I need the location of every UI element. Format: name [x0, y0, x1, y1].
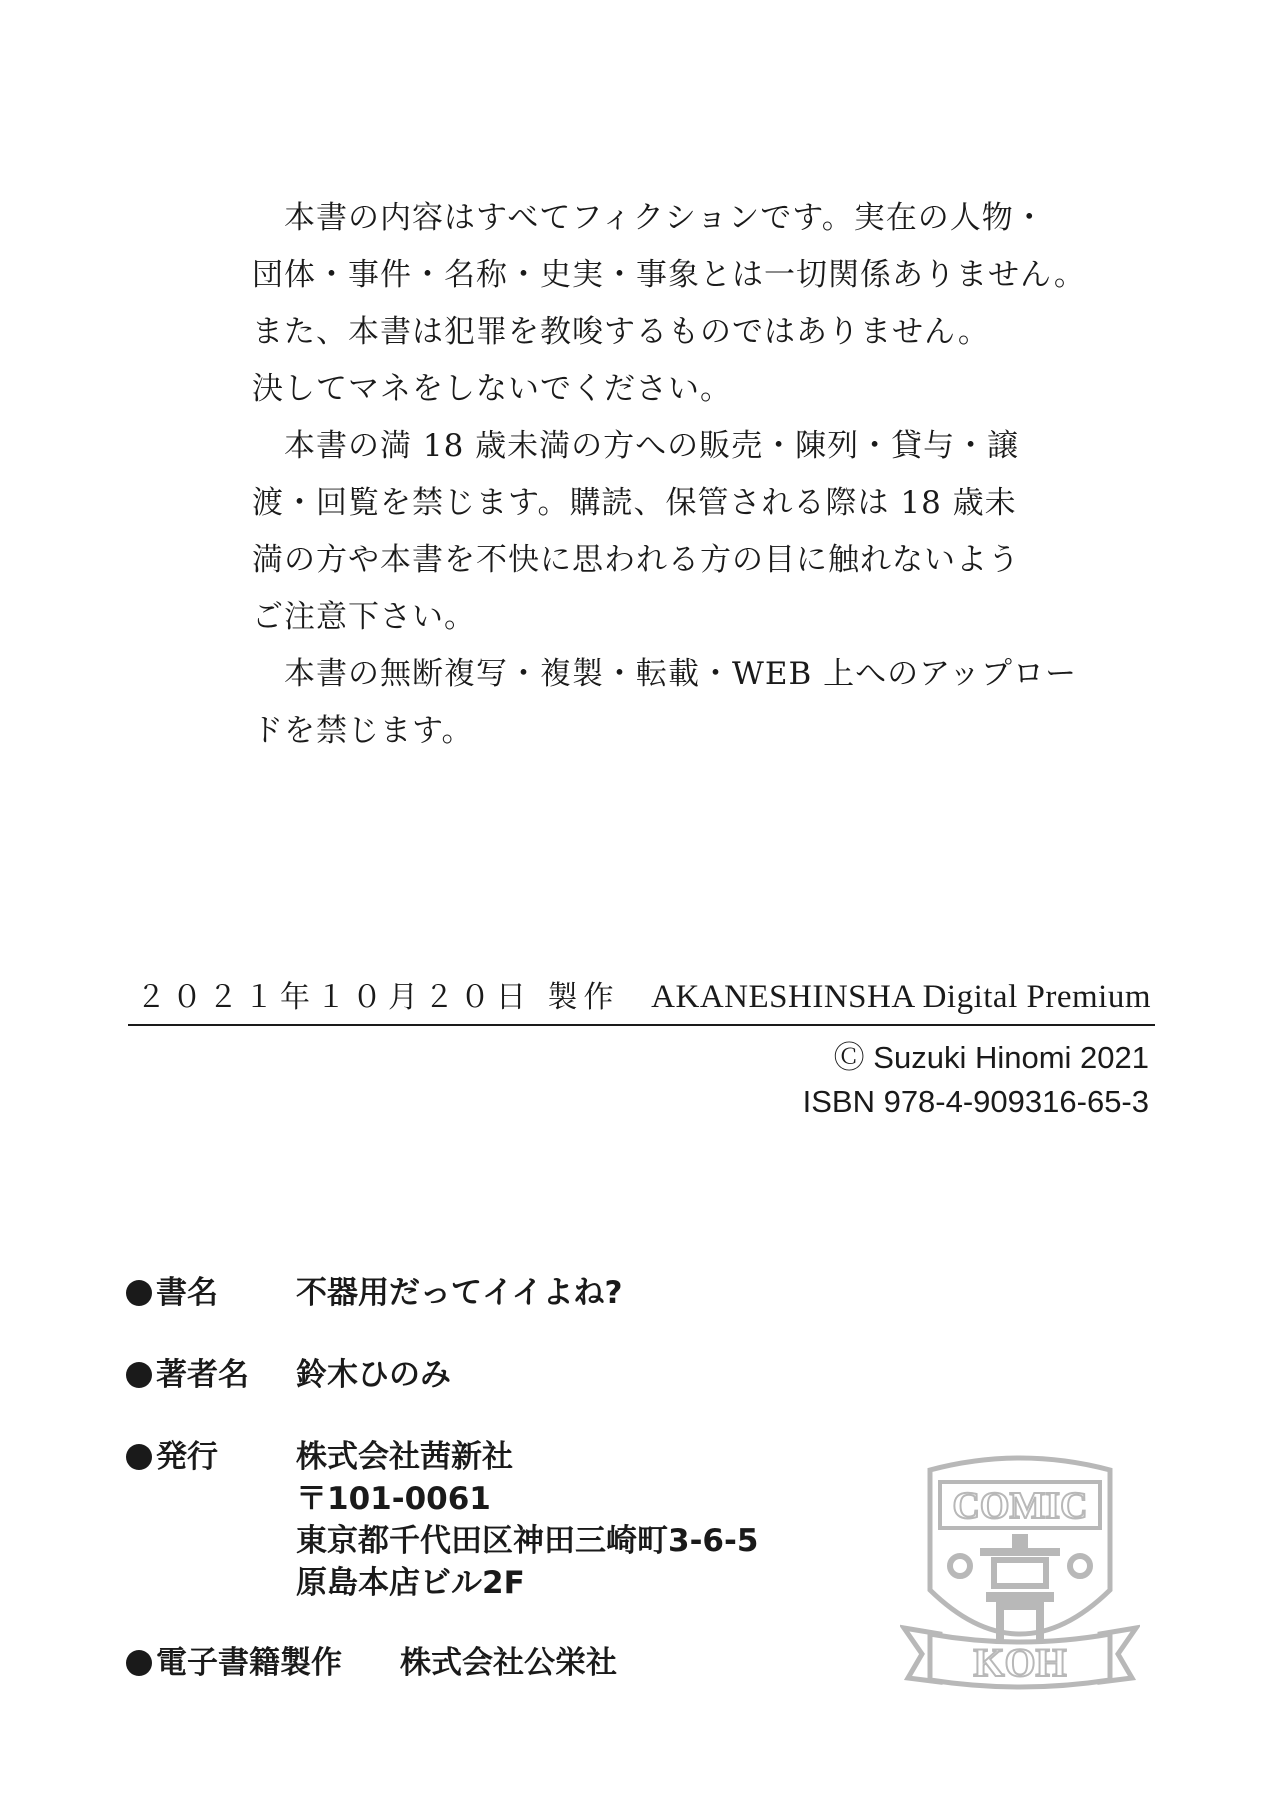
imprint-name: AKANESHINSHA Digital Premium — [651, 979, 1151, 1015]
notice-line: 満の方や本書を不快に思われる方の目に触れないよう — [252, 542, 1020, 578]
notice-line: 本書の内容はすべてフィクションです。実在の人物・ — [252, 200, 1046, 236]
date-row — [128, 972, 1155, 1026]
notice-line: 本書の満 18 歳未満の方への販売・陳列・貸与・譲 — [252, 428, 1020, 464]
ebook-label: 電子書籍製作 — [156, 1645, 342, 1681]
book-title: 不器用だってイイよね? — [296, 1275, 623, 1311]
title-label: 書名 — [156, 1275, 218, 1311]
notice-line: 渡・回覧を禁じます。購読、保管される際は 18 歳未 — [252, 485, 1017, 521]
publisher-name: 株式会社茜新社 — [296, 1439, 513, 1475]
publisher-details — [296, 1436, 758, 1604]
bullet-icon — [126, 1650, 152, 1676]
author-name: 鈴木ひのみ — [296, 1357, 451, 1393]
ebook-producer: 株式会社公栄社 — [400, 1645, 617, 1681]
publisher-row — [126, 1436, 758, 1604]
copyright-notice: Ⓒ Suzuki Hinomi 2021 — [833, 1040, 1149, 1075]
logo-bottom-text: KOH — [973, 1640, 1067, 1685]
bullet-icon — [126, 1362, 152, 1388]
author-row — [126, 1354, 758, 1396]
book-info — [126, 1272, 758, 1684]
notice-line: 決してマネをしないでください。 — [252, 371, 732, 407]
notice-line: ご注意下さい。 — [252, 599, 476, 635]
postal-code: 〒101-0061 — [296, 1481, 491, 1517]
notice-line: ドを禁じます。 — [252, 713, 474, 749]
bullet-icon — [126, 1444, 152, 1470]
comic-koh-crest-logo — [900, 1450, 1140, 1690]
ebook-row — [126, 1642, 758, 1684]
notice-line: また、本書は犯罪を教唆するものではありません。 — [252, 314, 990, 350]
logo-top-text: COMIC — [952, 1485, 1088, 1527]
colophon — [128, 972, 1155, 1124]
notice-line: 本書の無断複写・複製・転載・WEB 上へのアップロー — [252, 656, 1077, 692]
notice-text — [252, 190, 1086, 760]
isbn: ISBN 978-4-909316-65-3 — [802, 1084, 1149, 1119]
rights-block — [128, 1036, 1155, 1124]
notice-line: 団体・事件・名称・史実・事象とは一切関係ありません。 — [252, 257, 1086, 293]
publisher-label: 発行 — [156, 1439, 218, 1475]
title-row — [126, 1272, 758, 1314]
production-date: ２０２１年１０月２０日 製作 — [136, 980, 620, 1015]
address-line: 東京都千代田区神田三崎町3-6-5 — [296, 1523, 759, 1559]
bullet-icon — [126, 1280, 152, 1306]
author-label: 著者名 — [156, 1357, 249, 1393]
building-name: 原島本店ビル2F — [296, 1565, 525, 1601]
